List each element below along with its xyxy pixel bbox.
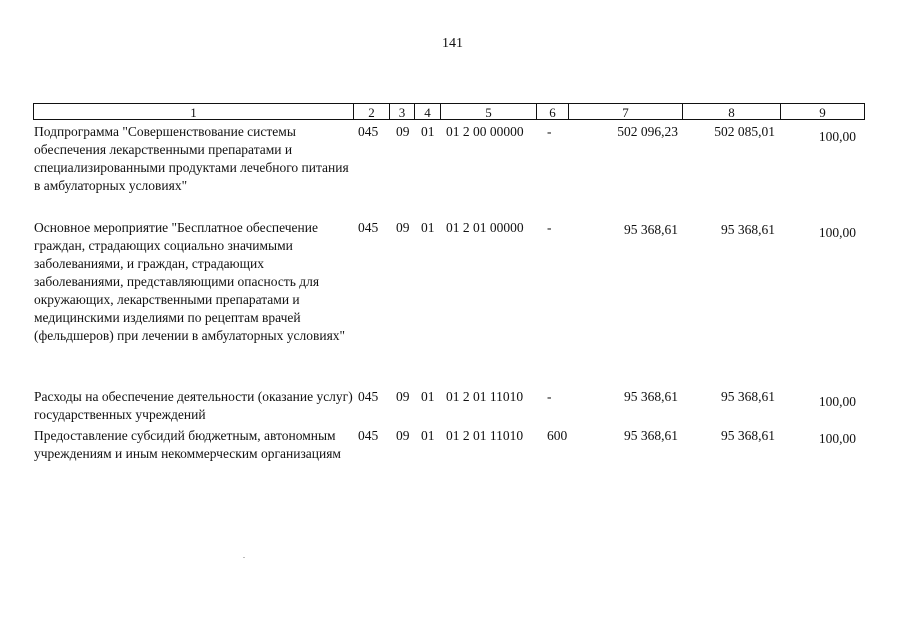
row-col-2: 045 [358,389,379,404]
header-col-5: 5 [440,103,537,120]
row-col-6: - [547,389,552,404]
header-col-3: 3 [389,103,415,120]
row-name: Основное мероприятие "Бесплатное обеспечение граждан, страдающих социально значимыми заболеваниями, и граждан, страдающих заболеваниями, представляющими опасность для окружающих, лекарственными препаратами и медицинскими изделиями по рецептам врачей (фельдшеров) при лечении в амбулаторных условиях" [34,220,346,343]
header-col-1: 1 [33,103,354,120]
scan-speck [243,557,245,558]
row-col-3: 09 [396,220,410,235]
row-col-5: 01 2 00 00000 [446,124,524,139]
row-col-9: 100,00 [818,129,856,144]
row-col-8: 95 368,61 [721,389,775,404]
header-col-4: 4 [414,103,441,120]
row-col-8: 502 085,01 [714,124,775,139]
row-col-7: 95 368,61 [624,222,678,237]
row-col-5: 01 2 01 11010 [446,389,524,404]
header-col-2: 2 [353,103,390,120]
row-col-9: 100,00 [818,225,856,240]
row-col-3: 09 [396,389,410,404]
row-col-2: 045 [358,220,379,235]
header-col-9: 9 [780,103,865,120]
row-col-3: 09 [396,428,410,443]
header-col-8: 8 [682,103,781,120]
header-col-7: 7 [568,103,683,120]
row-name: Расходы на обеспечение деятельности (оказание услуг) государственных учреждений [34,389,353,422]
row-col-6: - [547,124,552,139]
page-number: 141 [442,36,463,51]
row-col-5: 01 2 01 00000 [446,220,524,235]
row-col-3: 09 [396,124,410,139]
row-col-7: 502 096,23 [617,124,678,139]
row-name: Предоставление субсидий бюджетным, автономным учреждениям и иным некоммерческим организациям [34,428,341,461]
row-col-8: 95 368,61 [721,222,775,237]
row-col-4: 01 [421,389,435,404]
row-col-8: 95 368,61 [721,428,775,443]
row-col-9: 100,00 [818,431,856,446]
row-col-7: 95 368,61 [624,428,678,443]
row-col-6: 600 [547,428,568,443]
row-col-5: 01 2 01 11010 [446,428,524,443]
row-col-9: 100,00 [818,394,856,409]
row-col-2: 045 [358,428,379,443]
row-col-4: 01 [421,124,435,139]
header-col-6: 6 [536,103,569,120]
row-col-2: 045 [358,124,379,139]
row-name: Подпрограмма "Совершенствование системы обеспечения лекарственными препаратами и специализированными продуктами лечебного питания в амбулаторных условиях" [34,124,349,193]
row-col-7: 95 368,61 [624,389,678,404]
row-col-6: - [547,220,552,235]
row-col-4: 01 [421,428,435,443]
row-col-4: 01 [421,220,435,235]
table-header [33,103,865,120]
